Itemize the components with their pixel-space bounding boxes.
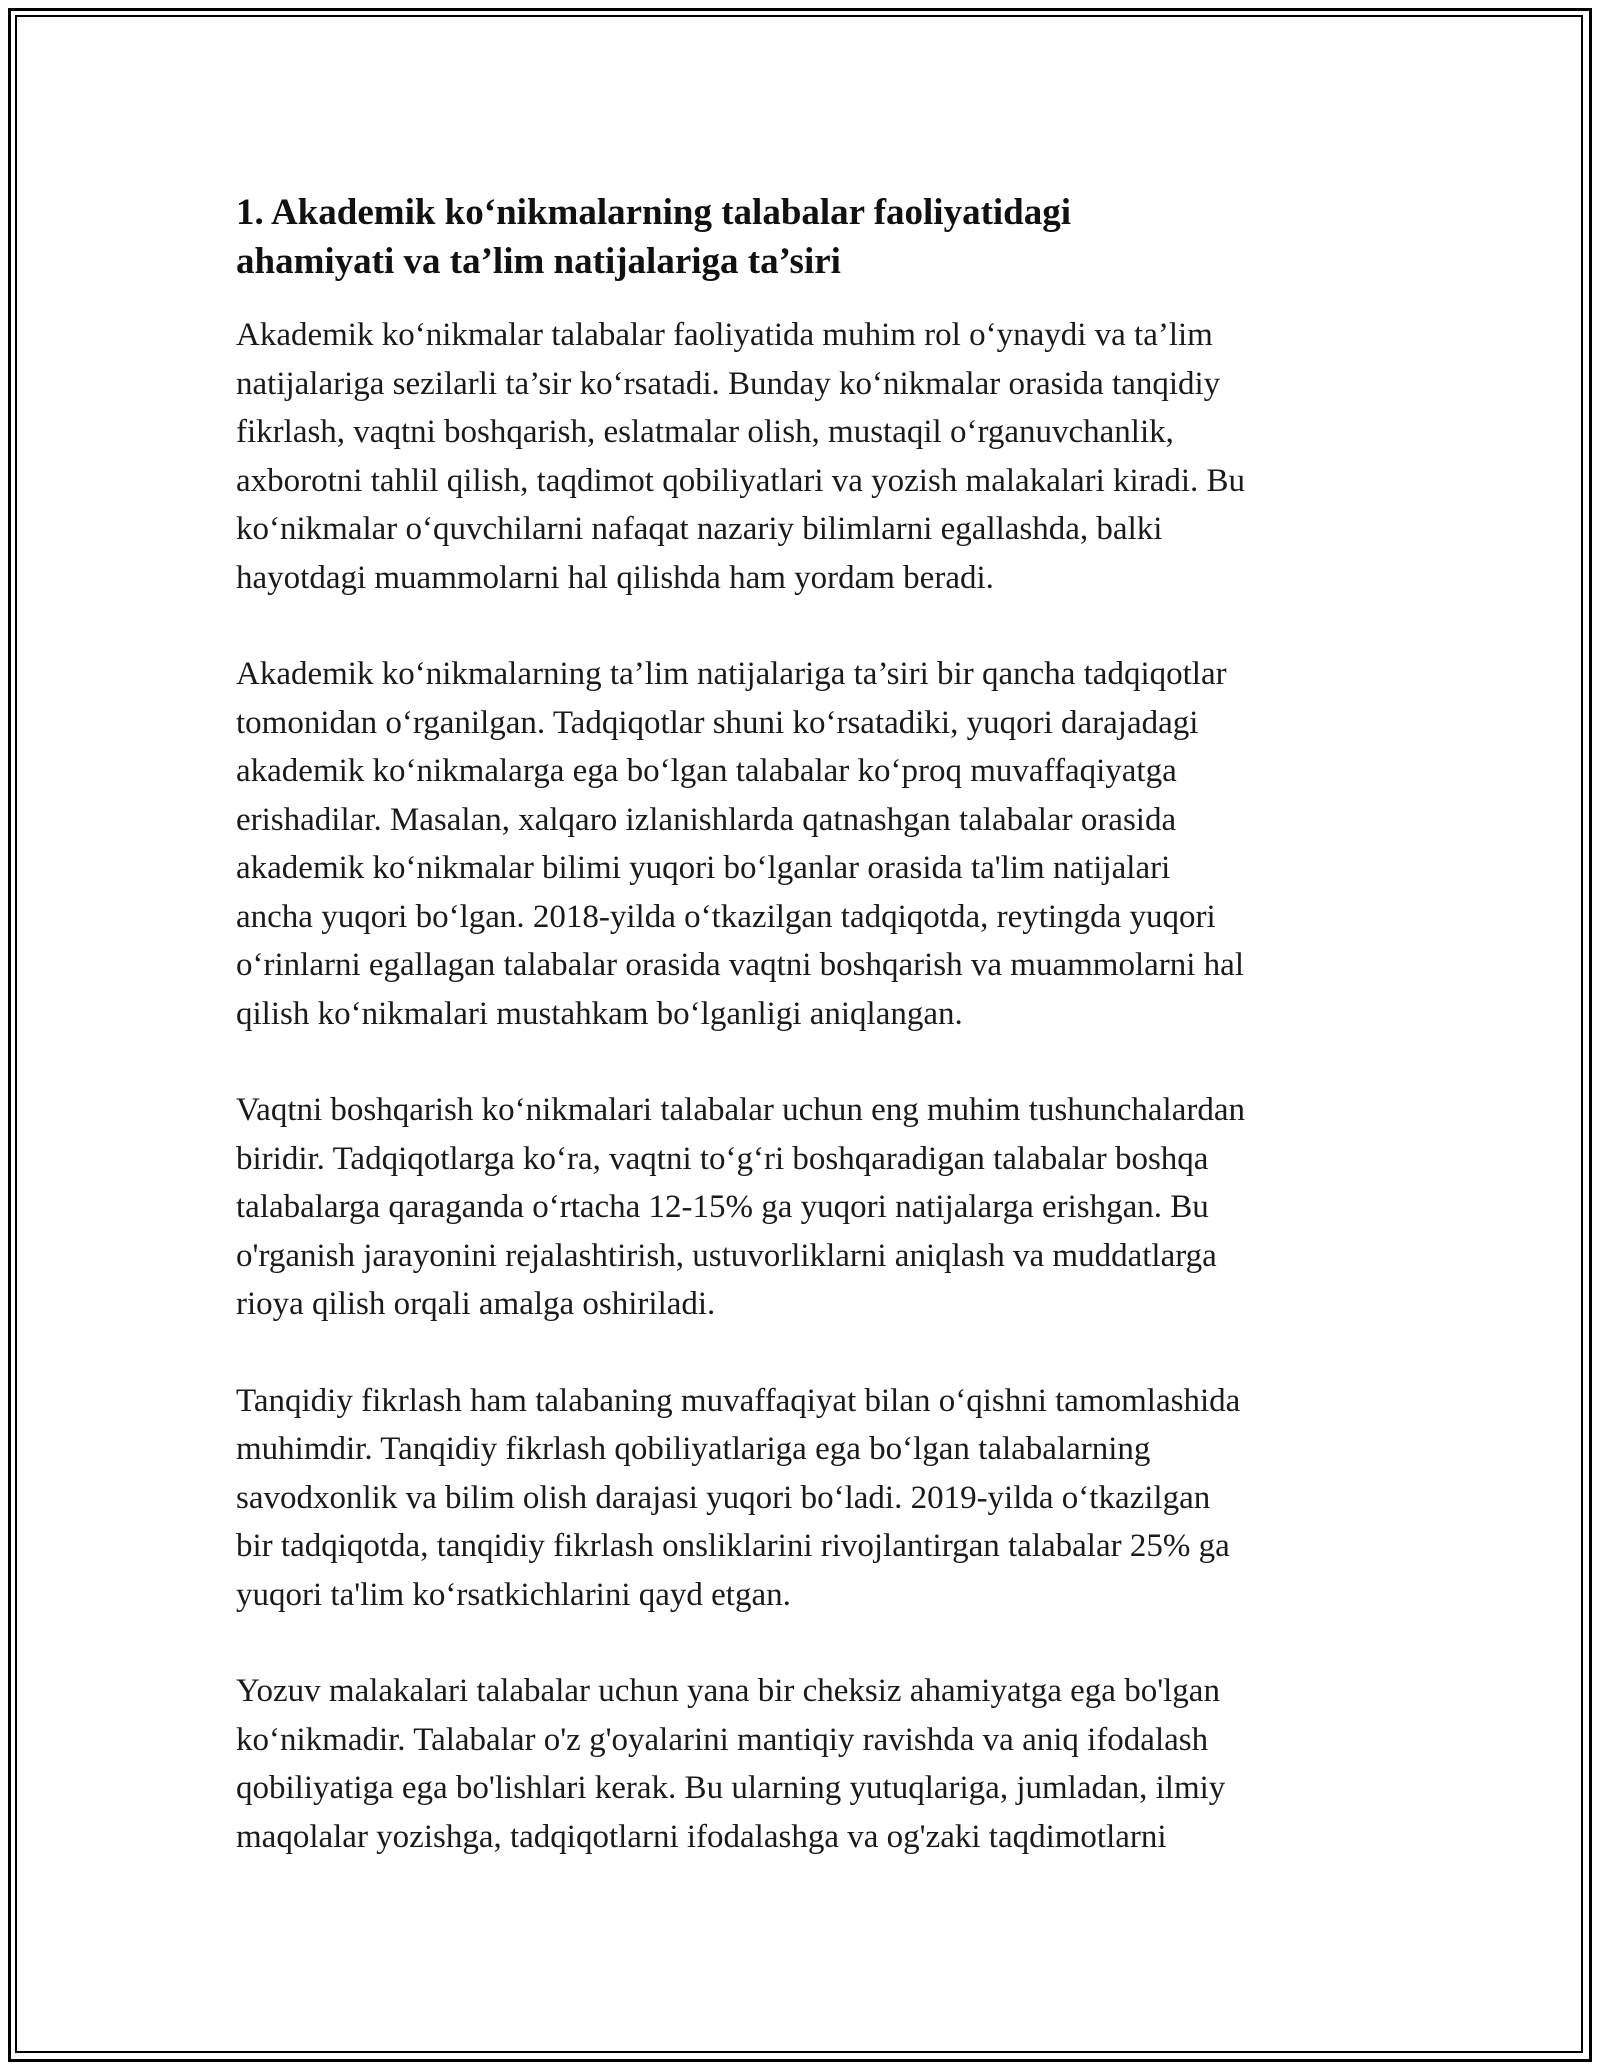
text-line: hayotdagi muammolarni hal qilishda ham yordam beradi. — [236, 559, 994, 596]
text-line: Akademik ko‘nikmalarning ta’lim natijalariga ta’siri bir qancha tadqiqotlar — [236, 656, 1227, 692]
heading-line: 1. Akademik ko‘nikmalarning talabalar faoliyatidagi — [236, 192, 1072, 233]
text-line: tomonidan o‘rganilgan. Tadqiqotlar shuni ko‘rsatadiki, yuqori darajadagi — [236, 704, 1199, 741]
text-line: qilish ko‘nikmalari mustahkam bo‘lganligi aniqlangan. — [236, 995, 963, 1032]
text-line: fikrlash, vaqtni boshqarish, eslatmalar olish, mustaqil o‘rganuvchanlik, — [236, 414, 1174, 450]
document-body — [236, 188, 1376, 1909]
paragraph-time-management — [236, 1086, 1376, 1329]
text-line: Vaqtni boshqarish ko‘nikmalari talabalar uchun eng muhim tushunchalardan — [236, 1092, 1245, 1128]
paragraph-writing-skills — [236, 1667, 1376, 1861]
text-line: erishadilar. Masalan, xalqaro izlanishlarda qatnashgan talabalar orasida — [236, 801, 1177, 838]
text-line: talabalarga qaraganda o‘rtacha 12-15% ga yuqori natijalarga erishgan. Bu — [236, 1189, 1209, 1225]
text-line: akademik ko‘nikmalar bilimi yuqori bo‘lganlar orasida ta'lim natijalari — [236, 850, 1171, 886]
text-line: ko‘nikmalar o‘quvchilarni nafaqat nazariy bilimlarni egallashda, balki — [236, 511, 1163, 547]
paragraph-research — [236, 650, 1376, 1038]
text-line: yuqori ta'lim ko‘rsatkichlarini qayd etgan. — [236, 1576, 791, 1613]
text-line: axborotni tahlil qilish, taqdimot qobiliyatlari va yozish malakalari kiradi. Bu — [236, 462, 1246, 499]
paragraph-intro — [236, 311, 1376, 602]
section-heading — [236, 188, 1376, 286]
text-line: bir tadqiqotda, tanqidiy fikrlash onsliklarini rivojlantirgan talabalar 25% ga — [236, 1528, 1230, 1564]
text-line: muhimdir. Tanqidiy fikrlash qobiliyatlariga ega bo‘lgan talabalarning — [236, 1431, 1151, 1467]
heading-line: ahamiyati va ta’lim natijalariga ta’siri — [236, 241, 841, 282]
text-line: Yozuv malakalari talabalar uchun yana bir cheksiz ahamiyatga ega bo'lgan — [236, 1673, 1220, 1709]
text-line: qobiliyatiga ega bo'lishlari kerak. Bu ularning yutuqlariga, jumladan, ilmiy — [236, 1770, 1226, 1806]
text-line: natijalariga sezilarli ta’sir ko‘rsatadi. Bunday ko‘nikmalar orasida tanqidiy — [236, 365, 1221, 402]
text-line: ancha yuqori bo‘lgan. 2018-yilda o‘tkazilgan tadqiqotda, reytingda yuqori — [236, 898, 1216, 935]
text-line: o'rganish jarayonini rejalashtirish, ustuvorliklarni aniqlash va muddatlarga — [236, 1237, 1217, 1274]
text-line: maqolalar yozishga, tadqiqotlarni ifodalashga va og'zaki taqdimotlarni — [236, 1818, 1167, 1855]
paragraph-critical-thinking — [236, 1377, 1376, 1620]
text-line: Akademik ko‘nikmalar talabalar faoliyatida muhim rol o‘ynaydi va ta’lim — [236, 317, 1213, 353]
text-line: Tanqidiy fikrlash ham talabaning muvaffaqiyat bilan o‘qishni tamomlashida — [236, 1382, 1241, 1419]
text-line: ko‘nikmadir. Talabalar o'z g'oyalarini mantiqiy ravishda va aniq ifodalash — [236, 1721, 1209, 1758]
text-line: o‘rinlarni egallagan talabalar orasida vaqtni boshqarish va muammolarni hal — [236, 947, 1244, 983]
text-line: rioya qilish orqali amalga oshiriladi. — [236, 1286, 716, 1322]
text-line: biridir. Tadqiqotlarga ko‘ra, vaqtni to‘g‘ri boshqaradigan talabalar boshqa — [236, 1140, 1209, 1177]
text-line: akademik ko‘nikmalarga ega bo‘lgan talabalar ko‘proq muvaffaqiyatga — [236, 753, 1177, 789]
text-line: savodxonlik va bilim olish darajasi yuqori bo‘ladi. 2019-yilda o‘tkazilgan — [236, 1479, 1211, 1516]
